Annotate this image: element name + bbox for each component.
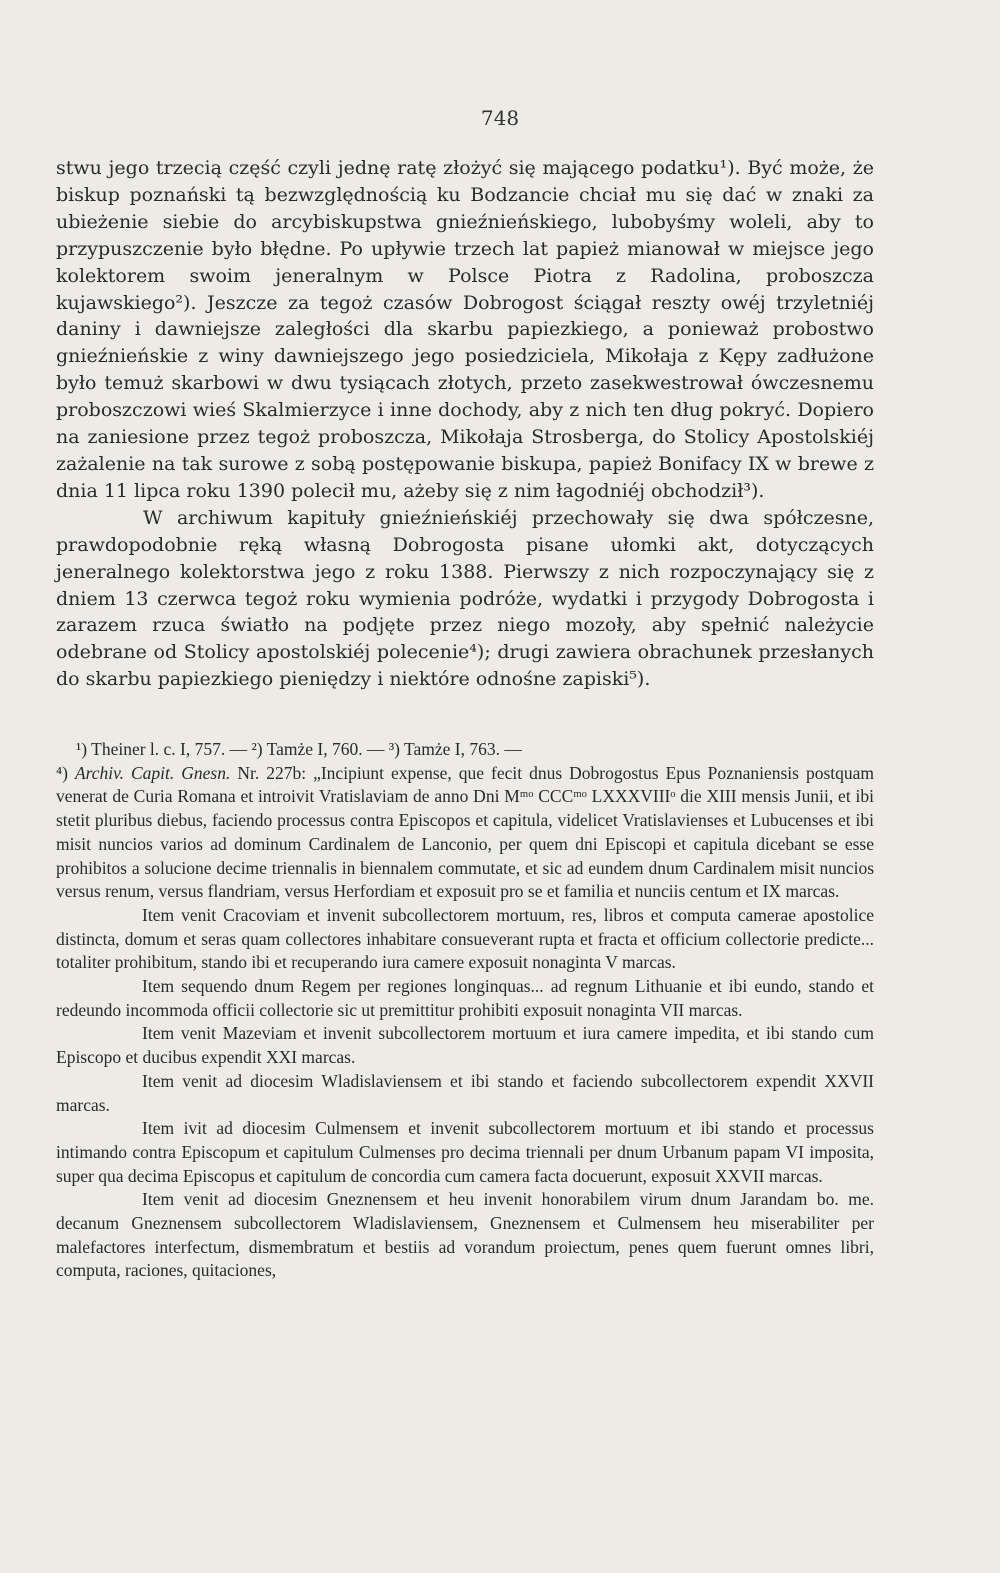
footnote-4-marker: ⁴) <box>56 762 75 783</box>
page-number: 748 <box>480 106 520 130</box>
footnotes <box>56 738 874 1283</box>
footnote-item: Item venit ad diocesim Wladislaviensem et ibi stando et faciendo subcollectorem expendit XXVII marcas. <box>56 1070 874 1115</box>
footnote-item: Item sequendo dnum Regem per regiones longinquas... ad regnum Lithuanie et ibi eundo, stando et redeundo incommoda officii collectorie sic ut premittitur prohibiti exposuit nonaginta VII marcas. <box>56 976 874 1020</box>
footnote-4-source: Archiv. Capit. Gnesn. <box>74 762 231 783</box>
footnote-item: Item venit ad diocesim Gneznensem et heu invenit honorabilem virum dnum Jarandam bo. me. decanum Gneznensem subcollectorem Wladislaviensem, Gneznensem et Culmensem heu miserabiliter per malefactores interfectum, dismembratum et bestiis ad vorandum proiectum, penes quem fuerunt omnes libri, computa, raciones, quitaciones, <box>56 1189 874 1281</box>
paragraph-1: stwu jego trzecią część czyli jednę ratę złożyć się mającego podatku¹). Być może, że biskup poznański tą bezwzględnością ku Bodzancie chciał mu się dać w znaki za ubieżenie siebie do arcybiskupstwa gnieźnieńskiego, lubobyśmy woleli, aby to przypuszczenie było błędne. Po upływie trzech lat papież mianował w miejsce jego kolektorem swoim jeneralnym w Polsce Piotra z Radolina, proboszcza kujawskiego²). Jeszcze za tegoż czasów Dobrogost ściągał reszty owéj trzyletniéj daniny i dawniejsze zaległości dla skarbu papiezkiego, a ponieważ probostwo gnieźnieńskie z winy dawniejszego jego posiedziciela, Mikołaja z Kępy zadłużone było temuż skarbowi w dwu tysiącach złotych, przeto zasekwestrował ówczesnemu proboszczowi wieś Skalmierzyce i inne dochody, aby z nich ten dług pokryć. Dopiero na zaniesione przez tegoż proboszcza, Mikołaja Strosberga, do Stolicy Apostolskiéj zażalenie na tak surowe z sobą postępowanie biskupa, papież Bonifacy IX w brewe z dnia 11 lipca roku 1390 polecił mu, ażeby się z nim łagodniéj obchodził³). <box>56 157 874 502</box>
footnote-item: Item venit Mazeviam et invenit subcollectorem mortuum et iura camere impedita, et ibi stando cum Episcopo et ducibus expendit XXI marcas. <box>56 1023 874 1068</box>
footnote-4-text: Nr. 227b: „Incipiunt expense, que fecit dnus Dobrogostus Epus Poznaniensis postquam venerat de Curia Romana et introivit Vratislaviam de anno Dni Mᵐᵒ CCCᵐᵒ LXXXVIIIᵒ die XIII mensis Junii, et ibi stetit pluribus diebus, faciendo processus contra Episcopos et capitula, videlicet Vratislavienses et Lubucenses et ibi misit nuncios varios ad dominum Cardinalem de Lanconio, per quem dni Episcopi et capitula dicebant se esse prohibitos a solucione decime triennalis in biennalem commutate, et sic ad eundem dnum Cardinalem misit nuncios versus renum, versus flandriam, versus Herfordiam et exposuit pro se et familia et nunciis centum et IX marcas. <box>56 762 875 902</box>
main-text <box>56 155 874 693</box>
footnote-4 <box>56 762 874 904</box>
footnote-refs-1-3: ¹) Theiner l. c. I, 757. — ²) Tamże I, 760. — ³) Tamże I, 763. — <box>76 739 522 759</box>
footnote-item: Item ivit ad diocesim Culmensem et invenit subcollectorem mortuum et ibi stando et processus intimando contra Episcopum et capitulum Culmenses pro decima triennali per dnum Urbanum papam VI imposita, super qua decima Episcopus et capitulum de concordia cum camera facta docuerunt, exposuit XXVII marcas. <box>56 1118 874 1186</box>
paragraph-2: W archiwum kapituły gnieźnieńskiéj przechowały się dwa spółczesne, prawdopodobnie ręką własną Dobrogosta pisane ułomki akt, dotyczących jeneralnego kolektorstwa jego z roku 1388. Pierwszy z nich rozpoczynający się z dniem 13 czerwca tegoż roku wymienia podróże, wydatki i przygody Dobrogosta i zarazem rzuca światło na podjęte przez niego mozoły, aby spełnić należycie odebrane od Stolicy apostolskiéj polecenie⁴); drugi zawiera obrachunek przesłanych do skarbu papiezkiego pieniędzy i niektóre odnośne zapiski⁵). <box>56 506 874 691</box>
footnote-item: Item venit Cracoviam et invenit subcollectorem mortuum, res, libros et computa camerae apostolice distincta, domum et seras quam collectores inhabitare consueverant rupta et fracta et officium collectorie predicte... totaliter prohibitum, stando ibi et recuperando iura camere exposuit nonaginta V marcas. <box>56 904 874 973</box>
